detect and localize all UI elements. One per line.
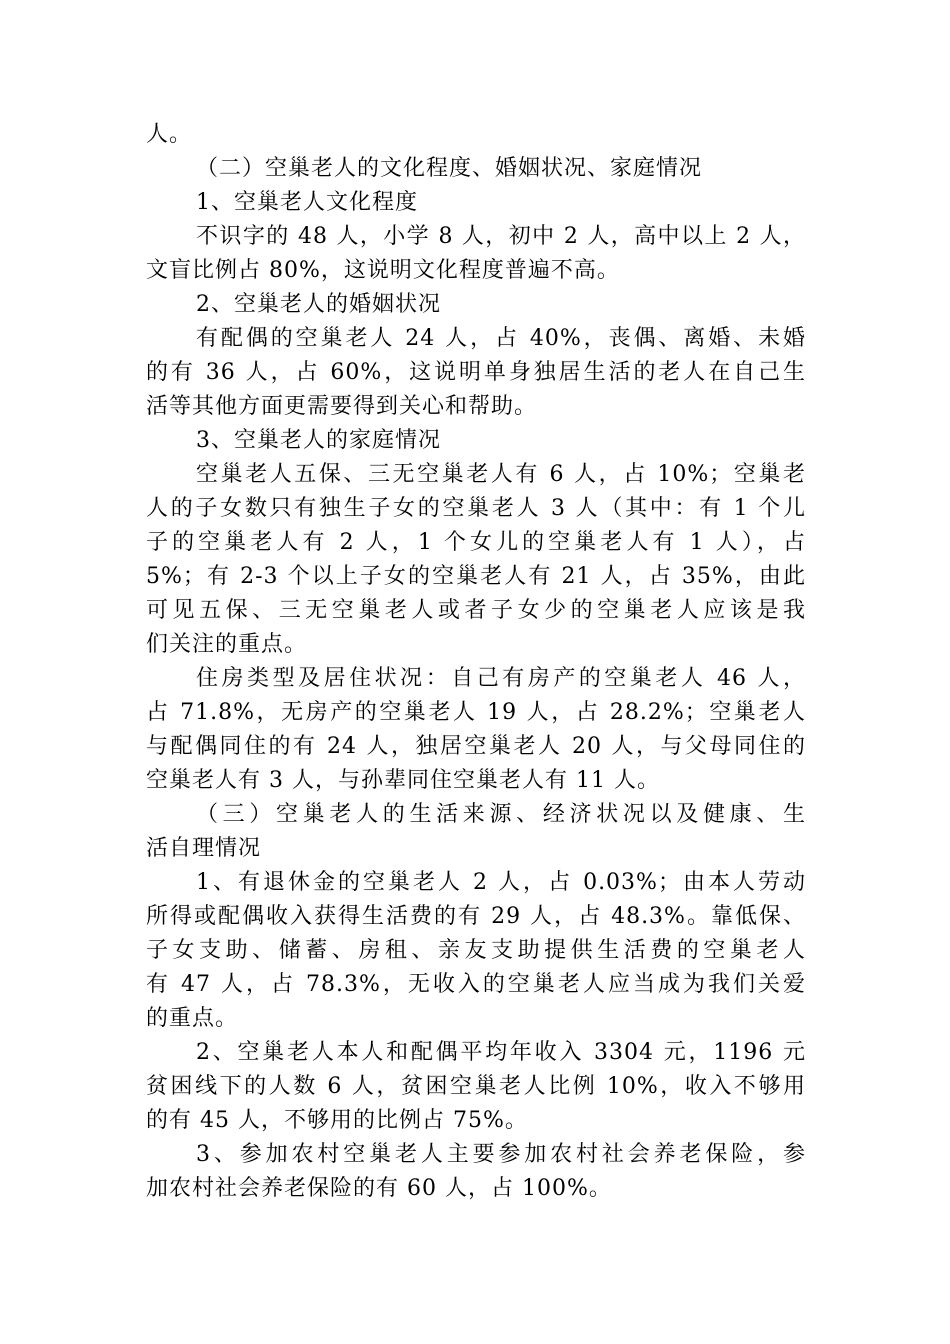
text-line: 的有 45 人，不够用的比例占 75%。 — [146, 1108, 528, 1133]
text-line: 不识字的 48 人，小学 8 人，初中 2 人，高中以上 2 人， — [196, 224, 806, 249]
text-line: 空巢老人五保、三无空巢老人有 6 人，占 10%；空巢老 — [196, 462, 806, 487]
text-line: 3、参加农村空巢老人主要参加农村社会养老保险，参 — [196, 1142, 806, 1167]
text-line: 人的子女数只有独生子女的空巢老人 3 人（其中：有 1 个儿 — [146, 496, 806, 521]
text-line: 的重点。 — [146, 1006, 239, 1031]
text-line: 的有 36 人，占 60%，这说明单身独居生活的老人在自己生 — [146, 360, 806, 385]
text-line: 2、空巢老人的婚姻状况 — [196, 292, 441, 317]
text-line: 住房类型及居住状况：自己有房产的空巢老人 46 人， — [196, 666, 806, 691]
text-line: 子女支助、储蓄、房租、亲友支助提供生活费的空巢老人 — [146, 938, 806, 963]
text-line: 空巢老人有 3 人，与孙辈同住空巢老人有 11 人。 — [146, 768, 660, 793]
text-line: 子的空巢老人有 2 人，1 个女儿的空巢老人有 1 人），占 — [146, 530, 806, 555]
text-line: 2、空巢老人本人和配偶平均年收入 3304 元，1196 元 — [196, 1040, 806, 1065]
text-line: 有 47 人，占 78.3%，无收入的空巢老人应当成为我们关爱 — [146, 972, 806, 997]
text-line: 们关注的重点。 — [146, 632, 308, 657]
text-line: 可见五保、三无空巢老人或者子女少的空巢老人应该是我 — [146, 598, 806, 623]
text-line: 1、有退休金的空巢老人 2 人，占 0.03%；由本人劳动 — [196, 870, 806, 895]
text-line: 与配偶同住的有 24 人，独居空巢老人 20 人，与父母同住的 — [146, 734, 806, 759]
text-line: 5%；有 2-3 个以上子女的空巢老人有 21 人，占 35%，由此 — [146, 564, 806, 589]
text-line: 有配偶的空巢老人 24 人，占 40%，丧偶、离婚、未婚 — [196, 326, 806, 351]
text-line: 活等其他方面更需要得到关心和帮助。 — [146, 394, 538, 419]
text-line: 加农村社会养老保险的有 60 人，占 100%。 — [146, 1176, 612, 1201]
text-line: （三）空巢老人的生活来源、经济状况以及健康、生 — [196, 802, 806, 827]
text-line: （二）空巢老人的文化程度、婚姻状况、家庭情况 — [196, 156, 703, 181]
text-line: 贫困线下的人数 6 人，贫困空巢老人比例 10%，收入不够用 — [146, 1074, 806, 1099]
text-line: 3、空巢老人的家庭情况 — [196, 428, 441, 453]
text-line: 人。 — [146, 122, 193, 147]
text-line: 占 71.8%，无房产的空巢老人 19 人，占 28.2%；空巢老人 — [146, 700, 806, 725]
text-line: 活自理情况 — [146, 836, 262, 861]
text-line: 文盲比例占 80%，这说明文化程度普遍不高。 — [146, 258, 620, 283]
document-page — [146, 118, 806, 1206]
text-line: 所得或配偶收入获得生活费的有 29 人，占 48.3%。靠低保、 — [146, 904, 806, 929]
text-line: 1、空巢老人文化程度 — [196, 190, 418, 215]
